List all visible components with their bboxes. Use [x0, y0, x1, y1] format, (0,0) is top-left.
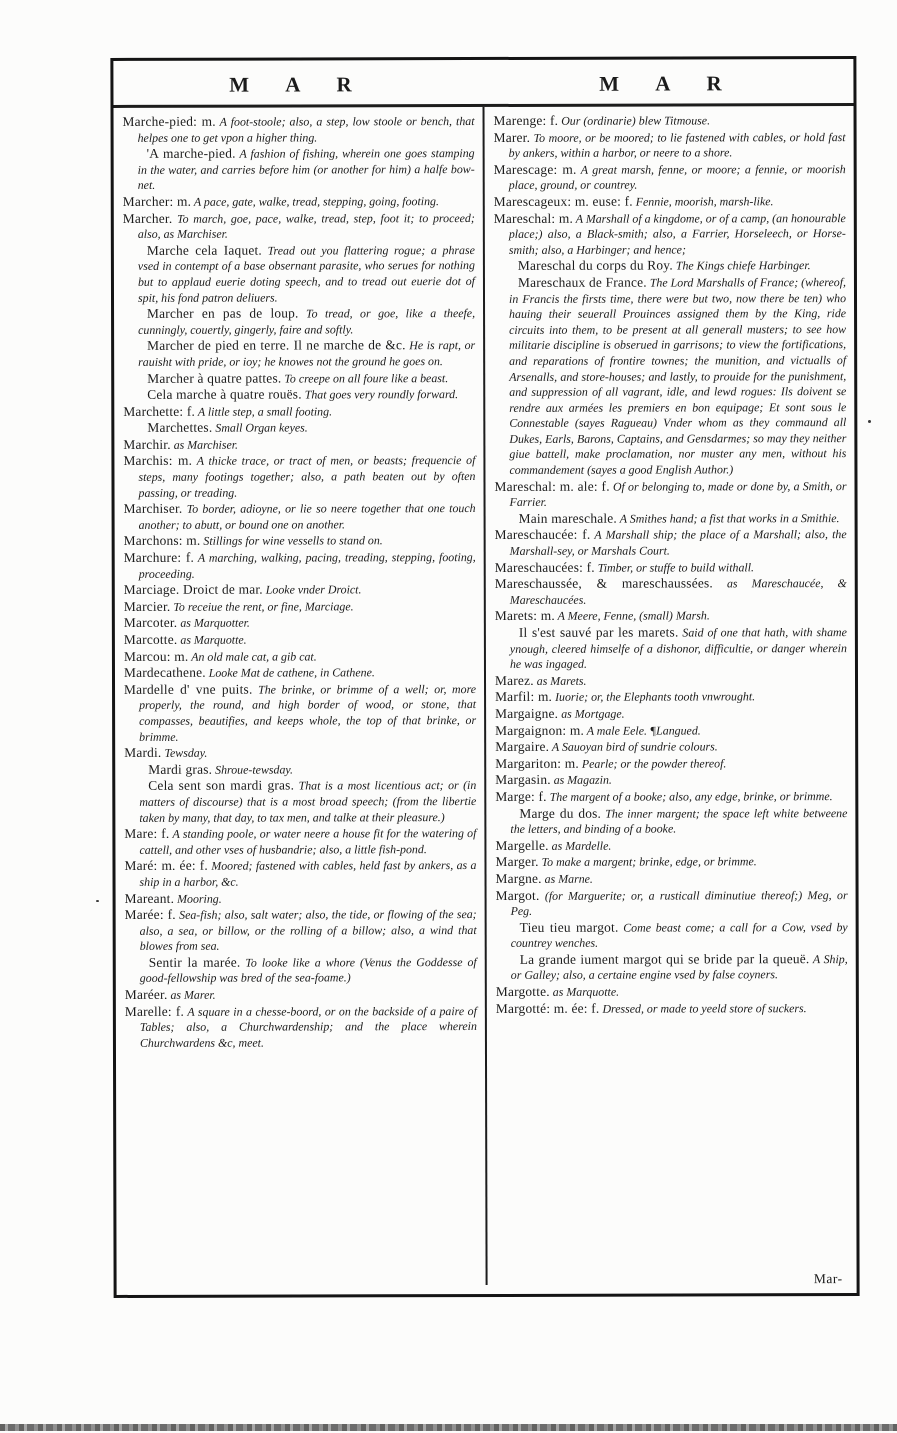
entry-definition: as Marquotter.	[177, 616, 250, 631]
dictionary-entry	[495, 805, 847, 838]
dictionary-entry	[125, 986, 477, 1004]
dictionary-entry	[125, 906, 477, 955]
entry-headword: Margelle.	[495, 837, 549, 853]
entry-definition: Dressed, or made to yeeld store of suckers.	[599, 1000, 807, 1016]
dictionary-entry	[123, 386, 475, 404]
entry-headword: Mareschaucée: f.	[494, 527, 591, 543]
entry-definition: A marching, walking, pacing, treading, stepping, footing, proceeding.	[138, 550, 476, 581]
entry-definition: Pearle; or the powder thereof.	[578, 756, 727, 771]
entry-definition: To looke like a whore (Venus the Goddesse of good-fellowship was bred of the sea-foame.)	[139, 954, 477, 986]
entry-definition: as Marets.	[533, 673, 587, 688]
entry-headword: Cela marche à quatre rouës.	[147, 386, 302, 402]
entry-headword: Marchure: f.	[123, 549, 195, 565]
entry-definition: Moored; fastened with cables, held fast by ankers, as a ship in a harbor, &c.	[139, 858, 477, 889]
entry-headword: Marchons: m.	[123, 533, 201, 549]
entry-headword: Marche cela Iaquet.	[146, 242, 262, 258]
entry-definition: The inner margent; the space left white betweene the letters, and binding of a booke.	[510, 805, 848, 837]
entry-definition: A male Eele. ¶Langued.	[583, 722, 701, 738]
entry-definition: A Marshall ship; the place of a Marshall; also, the Marshall-sey, or Marshals Court.	[509, 527, 847, 558]
entry-definition: Come beast come; a call for a Cow, vsed by countrey wenches.	[510, 919, 848, 951]
entry-definition: That goes very roundly forward.	[301, 387, 459, 402]
entry-definition: Shroue-tewsday.	[212, 762, 294, 777]
dictionary-entry	[125, 954, 477, 987]
entry-definition: The Lord Marshalls of France; (whereof, in Francis the firsts time, there were but two, now there be ten) who hauing their seuerall Prouinces assigned them by the King, ride circuits into them, to be present at all generall musters; to see how militarie discipline is obserued in garrisons; to view the fortifications, and reparations of frontire townes; the munition, and victualls of Arsenalls, and store-houses; and lastly, to prouide for the punishment, and suppression of all vagrant, idle, and lewd rogues: Ils doivent se rendre aux armées les premiers en bon equipage; Et sont sous le Connestable (sayes Ragueau) Vnder whom as they commaund all Dukes, Earls, Barons, Captains, and Gensdarmes; so may they neither giue battell, make proclamation, nor muster any men, without his commandement (sayes a good English Author.)	[508, 274, 847, 477]
entry-headword: 'A marche-pied.	[146, 145, 236, 162]
entry-definition: To receiue the rent, or fine, Marciage.	[170, 599, 354, 614]
entry-headword: Marge: f.	[495, 788, 547, 804]
entry-headword: Marcher en pas de loup.	[147, 305, 299, 322]
entry-definition: The brinke, or brimme of a well; or, more properly, the round, and high border of wood, or stone, that compasses, beautifies, and keeps whole, the top of that brinke, or brimme.	[139, 681, 477, 744]
dictionary-entry	[123, 337, 475, 370]
dictionary-entry	[123, 210, 475, 243]
dictionary-entry	[124, 500, 476, 533]
dictionary-entry	[494, 112, 846, 130]
entry-definition: Mooring.	[174, 891, 222, 906]
dictionary-entry	[123, 193, 475, 211]
scan-speck	[96, 900, 99, 902]
dictionary-entry	[124, 598, 476, 616]
entry-headword: Mareschal: m.	[493, 210, 574, 226]
dictionary-entry	[123, 370, 475, 388]
entry-headword: Marescage: m.	[493, 161, 577, 177]
entry-definition: as Marquotte.	[177, 632, 247, 647]
entry-definition: To make a margent; brinke, edge, or brimme.	[538, 854, 757, 870]
dictionary-entry	[495, 705, 847, 723]
entry-definition: as Mortgage.	[558, 706, 625, 721]
entry-definition: as Marquotte.	[549, 984, 620, 999]
dictionary-entry	[495, 771, 847, 789]
column-right	[483, 106, 857, 1285]
dictionary-entry	[124, 681, 476, 745]
dictionary-entry	[124, 664, 476, 682]
entry-definition: Tewsday.	[161, 745, 208, 761]
dictionary-entry	[495, 788, 847, 806]
dictionary-entry	[494, 193, 846, 211]
entry-definition: A Marshall of a kingdome, or of a camp, (an honourable place;) also, a Black-smith; also, a Farrier, Horseleech, or Horse-smith; also, a Harbinger; and hence;	[508, 210, 846, 257]
dictionary-entry	[123, 305, 475, 338]
entry-headword: Marcoter.	[123, 615, 178, 631]
entry-definition: A Meere, Fenne, (small) Marsh.	[554, 608, 710, 624]
dictionary-entry	[124, 825, 476, 858]
dictionary-entry	[495, 624, 847, 673]
dictionary-entry	[495, 575, 847, 608]
entry-definition: Fennie, moorish, marsh-like.	[632, 194, 774, 209]
entry-headword: Mareschaussée, & mareschaussées.	[494, 575, 713, 592]
dictionary-entry	[495, 738, 847, 756]
entry-headword: Marenge: f.	[493, 112, 559, 128]
entry-headword: Marchette: f.	[123, 403, 196, 419]
entry-headword: Marchiser.	[123, 501, 183, 517]
entry-headword: Cela sent son mardi gras.	[148, 777, 295, 794]
entry-headword: Sentir la marée.	[148, 954, 241, 970]
dictionary-entry	[124, 761, 476, 779]
entry-headword: Il s'est sauvé par les marets.	[518, 624, 679, 640]
entry-headword: Mare: f.	[124, 825, 170, 842]
entry-headword: Marez.	[494, 672, 534, 688]
entry-definition: Timber, or stuffe to build withall.	[594, 559, 755, 575]
entry-headword: Margariton: m.	[495, 755, 579, 771]
dictionary-entry	[123, 145, 475, 194]
dictionary-entry	[495, 688, 847, 706]
dictionary-entry	[496, 983, 848, 1001]
entry-headword: La grande iument margot qui se bride par la queuë.	[519, 951, 810, 967]
catchword: Mar-	[813, 1271, 843, 1287]
entry-definition: An old male cat, a gib cat.	[188, 649, 317, 664]
entry-definition: as Marne.	[541, 871, 593, 886]
dictionary-entry	[495, 559, 847, 577]
dictionary-entry	[124, 744, 476, 762]
dictionary-entry	[495, 510, 847, 528]
entry-headword: Marciage. Droict de mar.	[123, 581, 263, 598]
dictionary-entry	[494, 129, 846, 162]
entry-headword: Marcou: m.	[123, 648, 189, 664]
entry-definition: Looke Mat de cathene, in Cathene.	[205, 665, 375, 680]
entry-headword: Mardecathene.	[123, 664, 206, 681]
text-columns	[114, 106, 857, 1286]
entry-definition: Small Organ keyes.	[212, 420, 308, 435]
entry-definition: A square in a chesse-boord, or on the backside of a paire of Tables; also, a Churchwardenship; and the place wherein Churchwardens &c, meet.	[139, 1003, 477, 1050]
entry-headword: Marcher à quatre pattes.	[147, 370, 282, 386]
page-frame	[110, 56, 859, 1298]
entry-headword: Tieu tieu margot.	[519, 919, 619, 935]
entry-definition: Sea-fish; also, salt water; also, the tide, or flowing of the sea; also, a sea, or billow, or the rolling of a billow; also, a wind that blowes from sea.	[139, 907, 477, 954]
entry-headword: Marger.	[495, 854, 539, 870]
entry-headword: Marcier.	[123, 598, 171, 614]
dictionary-entry	[496, 951, 848, 984]
entry-headword: Marelle: f.	[124, 1003, 185, 1019]
dictionary-entry	[123, 419, 475, 437]
entry-headword: Marcotte.	[123, 631, 178, 647]
entry-headword: Margaigne.	[495, 705, 559, 721]
entry-headword: Marchis: m.	[123, 453, 193, 469]
entry-headword: Marchettes.	[147, 419, 213, 436]
entry-definition: (for Marguerite; or, a rusticall diminutiue thereof;) Meg, or Peg.	[510, 887, 848, 919]
dictionary-entry	[496, 887, 848, 920]
running-head-left: M A R	[229, 71, 368, 97]
scan-edge-artifact	[0, 1424, 897, 1431]
entry-headword: Margasin.	[495, 772, 551, 788]
entry-definition: The Kings chiefe Harbinger.	[672, 258, 811, 273]
entry-headword: Marfil: m.	[495, 689, 553, 705]
entry-definition: To tread, or goe, like a theefe, cunningly, couertly, gingerly, faire and softly.	[138, 306, 476, 337]
column-left	[114, 107, 486, 1286]
entry-definition: Stillings for wine vessells to stand on.	[200, 533, 383, 549]
dictionary-entry	[124, 648, 476, 666]
entry-headword: Margne.	[495, 870, 542, 886]
entry-definition: A Ship, or Galley; also, a certaine engine vsed by false coyners.	[510, 951, 848, 983]
entry-headword: Margotte.	[495, 983, 550, 1000]
entry-headword: Maréer.	[124, 986, 168, 1003]
entry-headword: Margot.	[495, 887, 540, 903]
dictionary-entry	[123, 113, 475, 146]
entry-headword: Marche-pied: m.	[122, 113, 216, 129]
entry-definition: Of or belonging to, made or done by, a Smith, or Farrier.	[509, 478, 847, 510]
entry-definition: A great marsh, fenne, or moore; a fennie, or moorish place, ground, or countrey.	[508, 161, 846, 193]
entry-headword: Margaignon: m.	[495, 722, 585, 738]
dictionary-entry	[496, 919, 848, 952]
dictionary-entry	[495, 722, 847, 740]
entry-headword: Main mareschale.	[518, 510, 617, 526]
dictionary-entry	[124, 532, 476, 550]
entry-headword: Mareschal: m. ale: f.	[494, 478, 610, 494]
entry-headword: Marée: f.	[124, 906, 176, 923]
dictionary-entry	[494, 210, 846, 259]
dictionary-entry	[495, 526, 847, 559]
dictionary-entry	[494, 257, 846, 275]
entry-definition: Tread out you flattering rogue; a phrase vsed in contempt of a base obsernant parasite, who serues for nothing but to applaud euerie doting speech, and to tread out euerie dot of spit, his fond patron deliuers.	[137, 242, 475, 305]
dictionary-entry	[494, 161, 846, 194]
scan-speck	[868, 420, 871, 423]
entry-definition: A fashion of fishing, wherein one goes stamping in the water, and carries before him (or another for him) a halfe bow-net.	[137, 146, 475, 193]
entry-headword: Marets: m.	[494, 608, 555, 624]
dictionary-entry	[496, 1000, 848, 1018]
running-head-right: M A R	[599, 70, 738, 96]
running-heads	[113, 59, 853, 108]
entry-headword: Mardi.	[124, 745, 162, 761]
dictionary-entry	[123, 403, 475, 421]
dictionary-entry	[495, 853, 847, 871]
entry-headword: Mardelle d' vne puits.	[124, 681, 253, 697]
entry-headword: Maré: m. ée: f.	[124, 858, 208, 874]
entry-definition: To moore, or be moored; to lie fastened with cables, or hold fast by ankers, within a harbor, or neere to a shore.	[508, 129, 846, 161]
dictionary-entry	[123, 452, 475, 501]
entry-definition: as Marchiser.	[170, 437, 239, 452]
entry-definition: The margent of a booke; also, any edge, brinke, or brimme.	[546, 789, 833, 804]
dictionary-entry	[494, 478, 846, 511]
entry-headword: Marchir.	[123, 436, 171, 452]
entry-headword: Mareschal du corps du Roy.	[517, 257, 673, 274]
entry-headword: Marer.	[493, 129, 531, 145]
entry-definition: Said of one that hath, with shame ynough, cleered himselfe of a dishonor, difficultie, or danger wherein he was ingaged.	[509, 625, 847, 672]
dictionary-entry	[124, 777, 476, 826]
entry-definition: A pace, gate, walke, tread, stepping, going, footing.	[191, 194, 439, 209]
entry-headword: Mardi gras.	[148, 761, 213, 777]
entry-definition: Looke vnder Droict.	[262, 582, 362, 597]
entry-definition: A standing poole, or water neere a house fit for the watering of cattell, and other vses of husbandrie; also, a little fish-pond.	[139, 826, 477, 857]
dictionary-entry	[124, 631, 476, 649]
entry-definition: as Magazin.	[550, 773, 612, 788]
entry-headword: Margotté: m. ée: f.	[495, 1000, 600, 1016]
dictionary-entry	[123, 242, 475, 306]
entry-definition: To march, goe, pace, walke, tread, step, foot it; to proceed; also, as Marchiser.	[137, 210, 475, 242]
entry-headword: Marescageux: m. euse: f.	[493, 193, 633, 209]
dictionary-entry	[124, 614, 476, 632]
entry-definition: as Mareschaucée, & Mareschaucées.	[509, 576, 847, 607]
dictionary-entry	[496, 870, 848, 888]
dictionary-entry	[495, 755, 847, 773]
dictionary-entry	[494, 274, 847, 479]
entry-definition: A little step, a small footing.	[195, 404, 333, 419]
entry-headword: Margaire.	[495, 738, 550, 755]
entry-definition: To creepe on all foure like a beast.	[281, 370, 449, 386]
entry-headword: Mareschaucées: f.	[494, 559, 595, 575]
dictionary-entry	[495, 672, 847, 690]
entry-headword: Marcher de pied en terre. Il ne marche de &c.	[147, 337, 406, 354]
entry-definition: That is a most licentious act; or (in matters of discourse) that is a most broad speech; (from the libertie taken by many, that day, to tax men, and talke at their pleasure.)	[139, 778, 477, 825]
entry-definition: A thicke trace, or tract of men, or beasts; frequencie of steps, many footings together; also, a path beaten out by often passing, or treading.	[138, 453, 476, 500]
entry-definition: A Sauoyan bird of sundrie colours.	[549, 739, 718, 754]
dictionary-entry	[123, 436, 475, 454]
entry-definition: A Smithes hand; a fist that works in a Smithie.	[616, 510, 840, 526]
entry-definition: He is rapt, or rauisht with pride, or ioy; he knowes not the ground he goes on.	[138, 338, 476, 369]
dictionary-entry	[124, 581, 476, 599]
entry-definition: Iuorie; or, the Elephants tooth vnwrought.	[552, 689, 756, 705]
dictionary-entry	[495, 607, 847, 625]
dictionary-entry	[124, 857, 476, 890]
entry-definition: A foot-stoole; also, a step, low stoole or bench, that helpes one to get vpon a higher thing.	[137, 114, 475, 145]
entry-definition: To border, adioyne, or lie so neere together that one touch another; to abutt, or bound one on another.	[138, 501, 476, 532]
entry-headword: Marcher.	[122, 210, 173, 226]
entry-headword: Marge du dos.	[519, 805, 602, 821]
entry-headword: Marcher: m.	[122, 193, 192, 209]
entry-definition: as Marer.	[167, 987, 216, 1002]
entry-headword: Mareschaux de France.	[517, 274, 647, 290]
dictionary-entry	[124, 549, 476, 582]
entry-headword: Mareant.	[124, 890, 175, 906]
entry-definition: as Mardelle.	[548, 838, 612, 853]
dictionary-entry	[495, 837, 847, 855]
dictionary-entry	[125, 1003, 477, 1052]
entry-definition: Our (ordinarie) blew Titmouse.	[558, 113, 711, 128]
dictionary-entry	[125, 890, 477, 908]
